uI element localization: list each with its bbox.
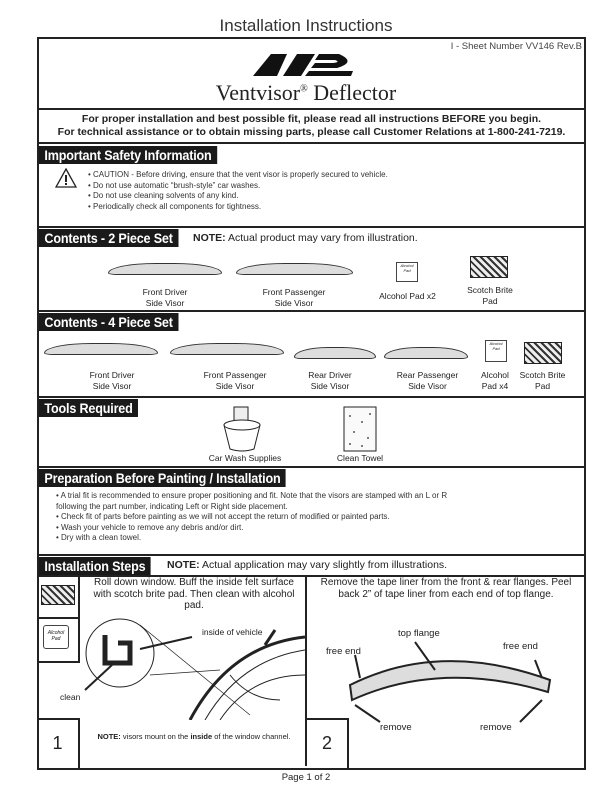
prep-item: • Check fit of parts before painting as we will not accept the return of modified or painted parts. xyxy=(56,512,466,523)
item-label: Front Driver Side Visor xyxy=(142,287,188,308)
item-label: Rear Driver Side Visor xyxy=(308,370,352,391)
steps-note xyxy=(167,559,447,571)
note-text: Actual application may vary slightly from illustrations. xyxy=(199,559,448,571)
callout-clean: clean xyxy=(60,692,81,702)
item-label: Rear Passenger Side Visor xyxy=(396,370,459,391)
page-footer: Page 1 of 2 xyxy=(281,772,331,783)
item-label: Front Passenger Side Visor xyxy=(262,287,326,308)
safety-item: • Periodically check all components for tightness. xyxy=(88,202,388,213)
alcohol-pad-icon: Alcohol Pad xyxy=(43,625,69,649)
towel-icon xyxy=(340,404,380,454)
product-type: Deflector xyxy=(313,80,397,105)
prep-list xyxy=(56,491,466,544)
doc-title: Installation Instructions xyxy=(219,16,393,35)
alcohol-pad-icon: Alcohol Pad xyxy=(396,262,418,282)
contents2-note xyxy=(193,232,418,244)
tools-header: Tools Required xyxy=(39,399,138,417)
scotch-pad-box xyxy=(37,575,80,619)
rear-driver-visor-image xyxy=(294,347,376,359)
sheet-number: I - Sheet Number VV146 Rev.B xyxy=(450,41,582,52)
callout-inside-of-vehicle: inside of vehicle xyxy=(202,627,263,637)
warning-icon xyxy=(55,168,77,188)
note-text: Actual product may vary from illustration. xyxy=(225,232,418,244)
step-number-1: 1 xyxy=(37,718,80,768)
item-label: Scotch Brite Pad xyxy=(467,285,513,306)
prep-item: • A trial fit is recommended to ensure proper positioning and fit. Note that the visors are stamped with an L or R following the part number, indicating Left or Right side placement. xyxy=(56,491,466,512)
tool-label: Car Wash Supplies xyxy=(208,453,282,463)
label-free-end-right: free end xyxy=(503,641,538,652)
step2-text: Remove the tape liner from the front & rear flanges. Peel back 2” of tape liner from each end of top flange. xyxy=(320,577,572,600)
scotch-brite-pad-icon xyxy=(524,342,562,364)
safety-list xyxy=(88,170,388,212)
note-label: NOTE: xyxy=(193,232,226,244)
step-number-2: 2 xyxy=(307,718,349,768)
safety-item: • Do not use automatic “brush-style” car washes. xyxy=(88,181,388,192)
label-remove-left: remove xyxy=(380,722,412,733)
scotch-brite-pad-icon xyxy=(41,585,75,605)
intro-line: For proper installation and best possible fit, please read all instructions BEFORE you begin. xyxy=(81,113,542,125)
product-title xyxy=(0,80,612,106)
item-label: Alcohol Pad x4 xyxy=(481,370,509,391)
steps-header: Installation Steps xyxy=(39,557,151,575)
front-passenger-visor-image xyxy=(170,343,284,355)
item-label: Front Driver Side Visor xyxy=(89,370,135,391)
item-label: Alcohol Pad x2 xyxy=(379,291,436,301)
step1-text: Roll down window. Buff the inside felt surface with scotch brite pad. Then clean with alcohol pad. xyxy=(93,577,295,611)
label-remove-right: remove xyxy=(480,722,512,733)
step1-illustration xyxy=(80,615,305,720)
step1-note: NOTE: visors mount on the inside of the window channel. xyxy=(97,732,291,741)
front-driver-visor-image xyxy=(108,263,222,275)
bucket-icon xyxy=(222,405,262,453)
prep-item: • Wash your vehicle to remove any debris and/or dirt. xyxy=(56,523,466,534)
alcohol-pad-icon: Alcohol Pad xyxy=(485,340,507,362)
avs-logo xyxy=(253,54,357,76)
label-free-end-left: free end xyxy=(326,646,361,657)
safety-item: • Do not use cleaning solvents of any kind. xyxy=(88,191,388,202)
intro-text xyxy=(37,113,586,138)
product-name: Ventvisor xyxy=(215,80,301,105)
rear-passenger-visor-image xyxy=(384,347,468,359)
safety-item: • CAUTION - Before driving, ensure that the vent visor is properly secured to vehicle. xyxy=(88,170,388,181)
alcohol-pad-box xyxy=(37,619,80,663)
scotch-brite-pad-icon xyxy=(470,256,508,278)
intro-line: For technical assistance or to obtain missing parts, please call Customer Relations at 1-800-241-7219. xyxy=(57,125,566,138)
front-driver-visor-image xyxy=(44,343,158,355)
prep-item: • Dry with a clean towel. xyxy=(56,533,466,544)
front-passenger-visor-image xyxy=(236,263,353,275)
label-top-flange: top flange xyxy=(398,628,440,639)
tool-label: Clean Towel xyxy=(336,453,384,463)
contents4-header: Contents - 4 Piece Set xyxy=(39,313,178,331)
item-label: Scotch Brite Pad xyxy=(519,370,566,391)
reg-mark: ® xyxy=(300,83,308,95)
note-label: NOTE: xyxy=(167,559,200,571)
contents2-header: Contents - 2 Piece Set xyxy=(39,229,178,247)
item-label: Front Passenger Side Visor xyxy=(203,370,267,391)
prep-header: Preparation Before Painting / Installation xyxy=(39,469,286,487)
safety-header: Important Safety Information xyxy=(39,146,217,164)
